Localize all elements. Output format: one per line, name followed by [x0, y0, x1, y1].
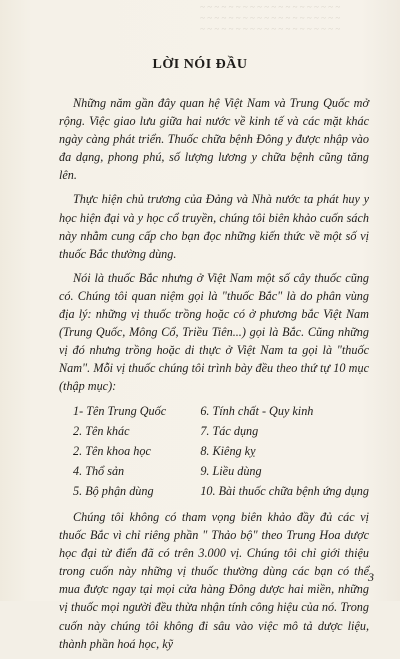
paragraph-4: Chúng tôi không có tham vọng biên khảo đầy đủ các vị thuốc Bắc vì chỉ riêng phần " Thảo bộ" theo Trung Hoa dược học đại từ điển đã có trên 3.000 vị. Chúng tôi chỉ giới thiệu trong cuốn này những vị thuốc thường dùng các bạn có thể mua được ngay tại mọi cửa hàng Đông dược hai miền, những vị thuốc mọi người đều thừa nhận tính công hiệu của nó. Trong cuốn này chúng tôi không đi sâu vào việc mô tả dược liệu, thành phần hoá học, kỹ [59, 509, 369, 651]
page-title: LỜI NÓI ĐẦU [152, 57, 248, 72]
page-number: 3 [368, 570, 374, 584]
show-through-text: ~ ~ ~ ~ ~ ~ ~ ~ ~ ~ ~ ~ ~ ~ ~ ~ ~ ~ ~ ~ ~ ~ ~ ~ ~ ~ ~ ~ ~ ~ ~ ~ ~ ~ ~ ~ ~ ~ ~ ~ ~ ~ ~ ~ ~ ~ ~ ~ ~ ~ ~ ~ ~ ~ ~ ~ ~ ~ ~ ~ [200, 2, 341, 34]
list-item: 6. Tính chất - Quy kinh [200, 403, 314, 418]
list-item: 10. Bài thuốc chữa bệnh ứng dụng [200, 483, 369, 498]
list-item: 7. Tác dụng [200, 423, 259, 438]
list-item: 1- Tên Trung Quốc [73, 403, 167, 418]
list-item: 2. Tên khoa học [73, 443, 151, 458]
list-item: 8. Kiêng kỵ [200, 443, 256, 458]
list-item: 9. Liều dùng [200, 463, 262, 478]
list-item: 4. Thổ sản [73, 463, 125, 478]
list-item: 5. Bộ phận dùng [73, 483, 154, 498]
ten-items-list [59, 402, 369, 500]
paragraph-2: Thực hiện chủ trương của Đảng và Nhà nước ta phát huy y học hiện đại và y học cổ truyền, chúng tôi biên khảo cuốn sách này nhằm cung cấp cho bạn đọc những kiến thức về một số vị thuốc Bắc thường dùng. [59, 192, 369, 261]
list-item: 2. Tên khác [73, 423, 130, 438]
paragraph-3: Nói là thuốc Bắc nhưng ở Việt Nam một số cây thuốc cũng có. Chúng tôi quan niệm gọi là "thuốc Bắc" là do phân vùng địa lý: những vị thuốc trồng hoặc có ở phương bắc Việt Nam (Trung Quốc, Mông Cổ, Triều Tiên...) gọi là Bắc. Cũng những vị đó nhưng trồng hoặc di thực ở Việt Nam ta gọi là "thuốc Nam". Mỗi vị thuốc chúng tôi trình bày đều theo thứ tự 10 mục (thập mục): [59, 270, 369, 394]
body-text [59, 94, 369, 659]
paragraph-1: Những năm gần đây quan hệ Việt Nam và Trung Quốc mở rộng. Việc giao lưu giữa hai nước về kinh tế và các mặt khác ngày càng phát triển. Thuốc chữa bệnh Đông y được nhập vào đa dạng, phong phú, số lượng lương y chữa bệnh cũng tăng lên. [59, 96, 369, 183]
